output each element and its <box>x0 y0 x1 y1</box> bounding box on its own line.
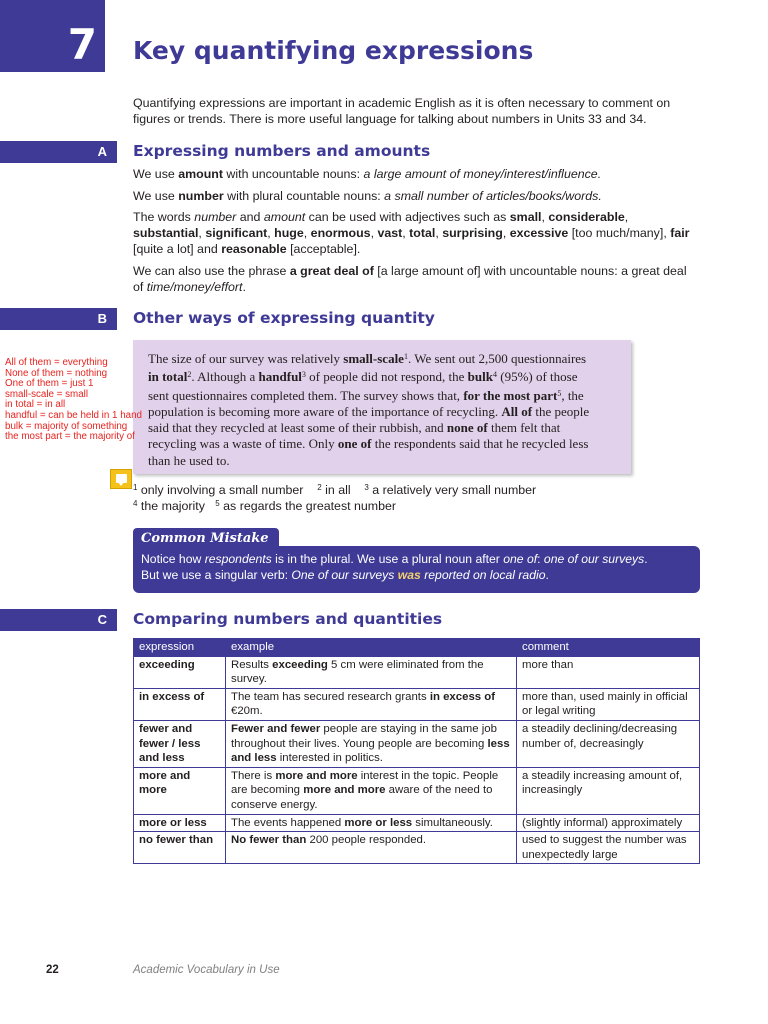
section-c-title: Comparing numbers and quantities <box>133 610 443 628</box>
survey-text-box: The size of our survey was relatively small-scale$^1$. We sent out 2,500 questionnaires in total$^2$. Although a handful$^3$ of people did not respond, the bulk$^4$ (95%) of those sent questionnaires completed them. The survey shows that, for the most part$^5$, the population is becoming more aware of the importance of recycling. All of the people said that they recycled at least some of their rubbish, and none of them felt that recycling was a waste of time. Only one of the respondents said that he recycled less than he used to. <box>133 340 631 474</box>
table-row <box>134 832 700 864</box>
expression-cell: no fewer than <box>134 832 226 864</box>
book-title: Academic Vocabulary in Use <box>133 964 280 976</box>
example-cell: No fewer than 200 people responded. <box>226 832 517 864</box>
section-a-paragraph-4: We can also use the phrase a great deal of [a large amount of] with uncountable nouns: a great deal of time/money/effort. <box>133 264 687 294</box>
section-a-paragraph-1: We use amount with uncountable nouns: a large amount of money/interest/influence. <box>133 167 602 181</box>
section-c-marker <box>0 609 117 631</box>
expression-cell: in excess of <box>134 688 226 720</box>
section-letter: C <box>97 612 107 627</box>
expression-cell: more and more <box>134 767 226 814</box>
intro-line: Quantifying expressions are important in academic English as it is often necessary to comment on <box>133 96 671 110</box>
section-b-title: Other ways of expressing quantity <box>133 309 435 327</box>
column-header: expression <box>134 639 226 657</box>
unit-number: 7 <box>67 20 97 69</box>
comment-cell: a steadily increasing amount of, increasingly <box>517 767 700 814</box>
example-cell: There is more and more interest in the topic. People are becoming more and more aware of the need to conserve energy. <box>226 767 517 814</box>
column-header: example <box>226 639 517 657</box>
example-cell: Results exceeding 5 cm were eliminated from the survey. <box>226 656 517 688</box>
comparison-table <box>133 638 700 864</box>
annotation-line: All of them = everything <box>5 357 108 368</box>
annotation-line: One of them = just 1 <box>5 378 94 390</box>
comment-cell: more than, used mainly in official or legal writing <box>517 688 700 720</box>
common-mistake-box: Notice how respondents is in the plural. We use a plural noun after one of: one of our surveys. But we use a singular verb: One of our surveys was reported on local radio. <box>133 546 700 593</box>
example-cell: The events happened more or less simultaneously. <box>226 814 517 832</box>
annotation-line: the most part = the majority of <box>5 431 135 443</box>
intro-line: figures or trends. There is more useful language for talking about numbers in Units 33 and 34. <box>133 112 647 126</box>
section-a-paragraph-3: The words number and amount can be used with adjectives such as small, considerable, substantial, significant, huge, enormous, vast, total, surprising, excessive [too much/many], fair [quite a lot] and reasonable [acceptable]. <box>133 210 690 256</box>
footnotes-line-2: $^4$ the majority $^5$ as regards the greatest number <box>133 499 397 513</box>
section-letter: B <box>97 311 107 326</box>
table-row <box>134 814 700 832</box>
annotation-line: handful = can be held in 1 hand <box>5 409 142 421</box>
page-number: 22 <box>46 964 59 976</box>
handwritten-annotations <box>5 358 155 443</box>
table-row <box>134 688 700 720</box>
page-title: Key quantifying expressions <box>133 36 534 65</box>
comment-cell: used to suggest the number was unexpectedly large <box>517 832 700 864</box>
annotation-line: in total = in all <box>5 399 66 411</box>
intro-paragraph <box>133 95 703 127</box>
annotation-line: bulk = majority of something <box>5 420 128 432</box>
comment-cell: a steadily declining/decreasing number of, decreasingly <box>517 720 700 767</box>
table-header-row <box>134 639 700 657</box>
section-a-paragraph-2: We use number with plural countable nouns: a small number of articles/books/words. <box>133 189 602 203</box>
expression-cell: fewer and fewer / less and less <box>134 720 226 767</box>
expression-cell: exceeding <box>134 656 226 688</box>
annotation-line: small-scale = small <box>5 388 89 400</box>
comment-note-icon[interactable] <box>110 469 132 489</box>
section-letter: A <box>97 144 107 159</box>
example-cell: The team has secured research grants in excess of €20m. <box>226 688 517 720</box>
example-cell: Fewer and fewer people are staying in the same job throughout their lives. Young people are becoming less and less interested in politics. <box>226 720 517 767</box>
common-mistake-label: Common Mistake <box>133 528 279 552</box>
comment-cell: (slightly informal) approximately <box>517 814 700 832</box>
section-a-marker <box>0 141 117 163</box>
section-b-marker <box>0 308 117 330</box>
footnotes-line-1: $^1$ only involving a small number $^2$ in all $^3$ a relatively very small number <box>133 483 537 497</box>
section-a-title: Expressing numbers and amounts <box>133 142 431 160</box>
table-row <box>134 656 700 688</box>
table-row <box>134 720 700 767</box>
column-header: comment <box>517 639 700 657</box>
table-row <box>134 767 700 814</box>
unit-number-box <box>0 0 105 72</box>
expression-cell: more or less <box>134 814 226 832</box>
comment-cell: more than <box>517 656 700 688</box>
annotation-line: None of them = nothing <box>5 367 108 379</box>
